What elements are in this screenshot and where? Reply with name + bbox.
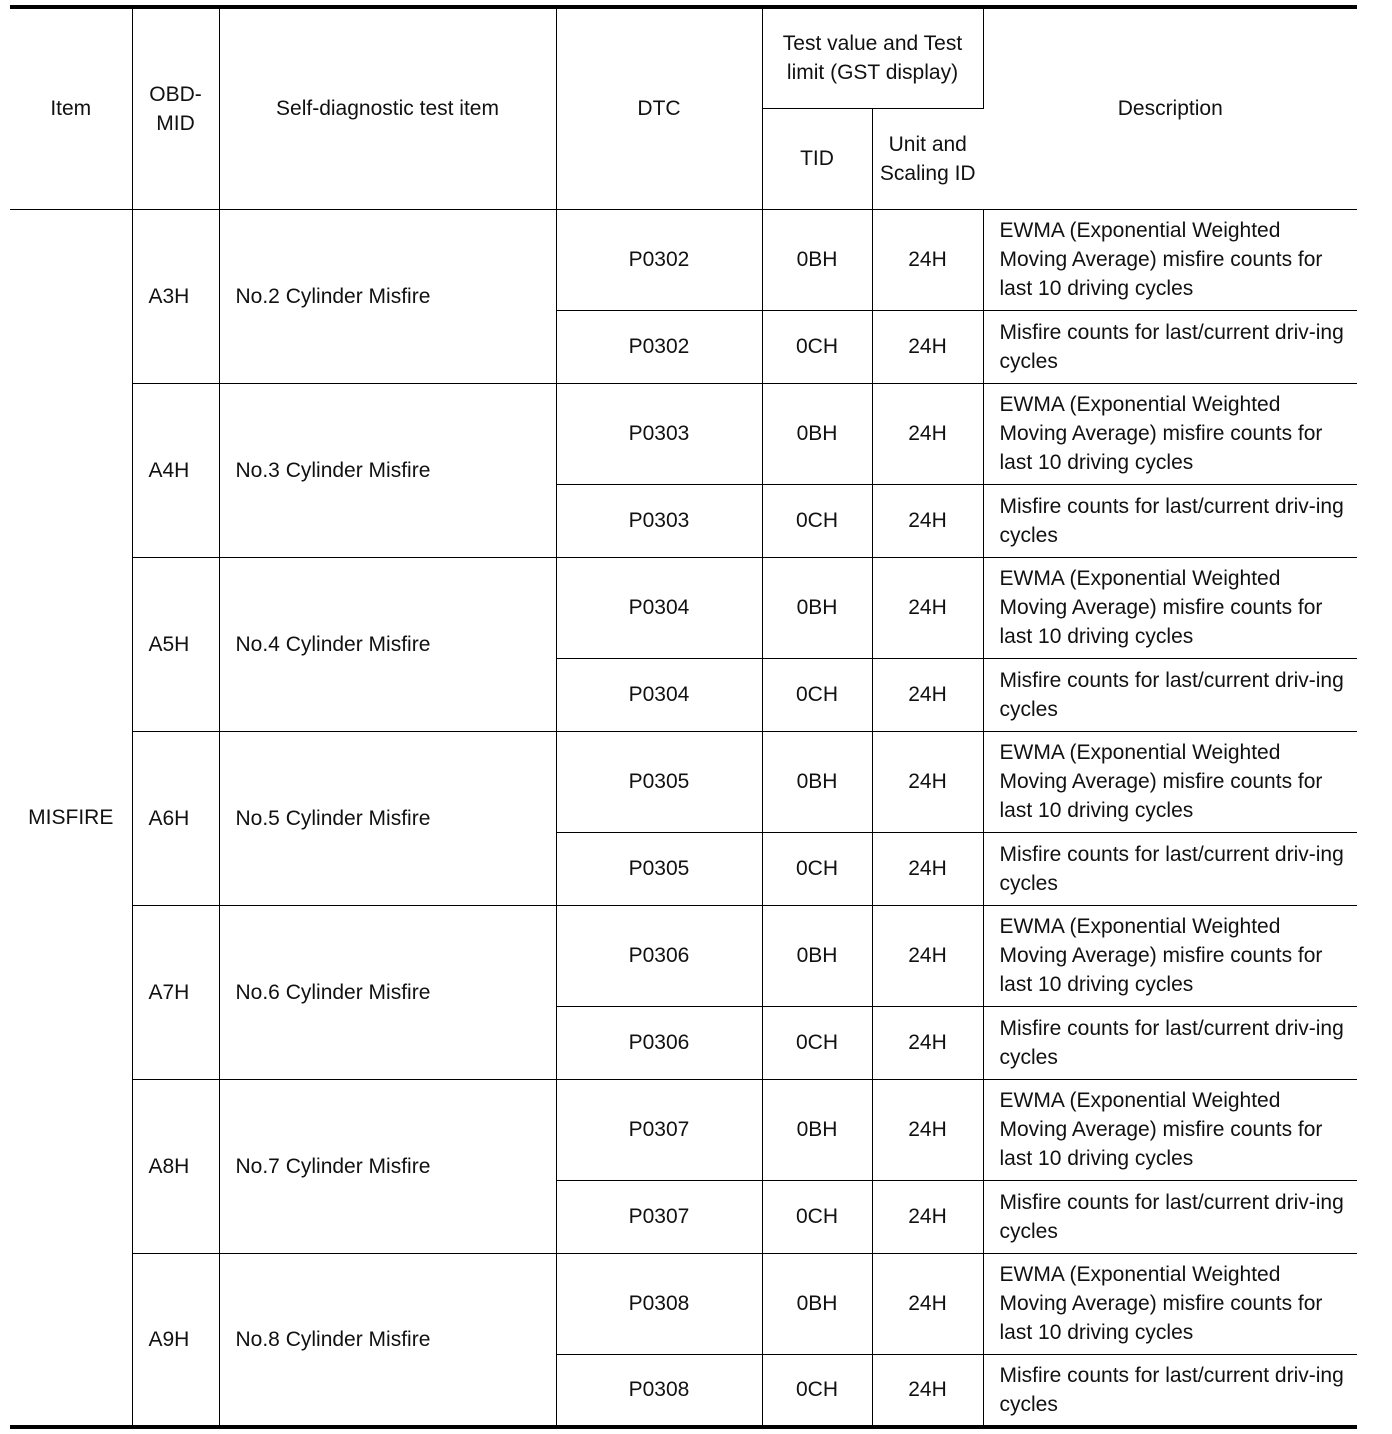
dtc-cell: P0306 xyxy=(556,1006,762,1079)
table-row xyxy=(10,1079,1357,1180)
description-cell: Misfire counts for last/current driv-ing cycles xyxy=(983,1006,1357,1079)
unit-scaling-cell: 24H xyxy=(872,905,983,1006)
obd-misfire-table xyxy=(10,5,1357,1429)
header-dtc: DTC xyxy=(556,7,762,209)
unit-scaling-cell: 24H xyxy=(872,1253,983,1354)
obd-mid-cell: A4H xyxy=(132,383,219,557)
tid-cell: 0CH xyxy=(762,832,872,905)
description-cell: Misfire counts for last/current driv-ing cycles xyxy=(983,832,1357,905)
tid-cell: 0BH xyxy=(762,557,872,658)
dtc-cell: P0307 xyxy=(556,1180,762,1253)
obd-mid-cell: A3H xyxy=(132,209,219,383)
dtc-cell: P0308 xyxy=(556,1354,762,1427)
tid-cell: 0BH xyxy=(762,905,872,1006)
header-item: Item xyxy=(10,7,132,209)
test-item-cell: No.8 Cylinder Misfire xyxy=(219,1253,556,1427)
dtc-cell: P0303 xyxy=(556,484,762,557)
test-item-cell: No.4 Cylinder Misfire xyxy=(219,557,556,731)
table-row xyxy=(10,1253,1357,1354)
misfire-table-container xyxy=(10,5,1357,1429)
dtc-cell: P0304 xyxy=(556,658,762,731)
dtc-cell: P0305 xyxy=(556,832,762,905)
tid-cell: 0CH xyxy=(762,1006,872,1079)
test-item-cell: No.2 Cylinder Misfire xyxy=(219,209,556,383)
dtc-cell: P0302 xyxy=(556,310,762,383)
table-row xyxy=(10,209,1357,310)
dtc-cell: P0305 xyxy=(556,731,762,832)
tid-cell: 0BH xyxy=(762,1079,872,1180)
description-cell: EWMA (Exponential Weighted Moving Average) misfire counts for last 10 driving cycles xyxy=(983,557,1357,658)
obd-mid-cell: A6H xyxy=(132,731,219,905)
tid-cell: 0BH xyxy=(762,209,872,310)
table-row xyxy=(10,383,1357,484)
unit-scaling-cell: 24H xyxy=(872,832,983,905)
table-row xyxy=(10,557,1357,658)
header-test-value-group: Test value and Test limit (GST display) xyxy=(762,7,983,108)
description-cell: EWMA (Exponential Weighted Moving Average) misfire counts for last 10 driving cycles xyxy=(983,209,1357,310)
tid-cell: 0CH xyxy=(762,484,872,557)
dtc-cell: P0304 xyxy=(556,557,762,658)
dtc-cell: P0308 xyxy=(556,1253,762,1354)
tid-cell: 0CH xyxy=(762,658,872,731)
obd-mid-cell: A5H xyxy=(132,557,219,731)
unit-scaling-cell: 24H xyxy=(872,310,983,383)
unit-scaling-cell: 24H xyxy=(872,1354,983,1427)
dtc-cell: P0302 xyxy=(556,209,762,310)
test-item-cell: No.5 Cylinder Misfire xyxy=(219,731,556,905)
test-item-cell: No.3 Cylinder Misfire xyxy=(219,383,556,557)
table-row xyxy=(10,905,1357,1006)
unit-scaling-cell: 24H xyxy=(872,731,983,832)
tid-cell: 0BH xyxy=(762,383,872,484)
tid-cell: 0CH xyxy=(762,1354,872,1427)
test-item-cell: No.6 Cylinder Misfire xyxy=(219,905,556,1079)
description-cell: Misfire counts for last/current driv-ing cycles xyxy=(983,1180,1357,1253)
header-self-diagnostic-test-item: Self-diagnostic test item xyxy=(219,7,556,209)
unit-scaling-cell: 24H xyxy=(872,658,983,731)
description-cell: Misfire counts for last/current driv-ing cycles xyxy=(983,658,1357,731)
obd-mid-cell: A8H xyxy=(132,1079,219,1253)
dtc-cell: P0307 xyxy=(556,1079,762,1180)
header-description: Description xyxy=(983,7,1357,209)
description-cell: Misfire counts for last/current driv-ing cycles xyxy=(983,1354,1357,1427)
description-cell: Misfire counts for last/current driv-ing cycles xyxy=(983,310,1357,383)
header-unit-scaling-id: Unit and Scaling ID xyxy=(872,108,983,209)
header-tid: TID xyxy=(762,108,872,209)
table-body xyxy=(10,209,1357,1427)
unit-scaling-cell: 24H xyxy=(872,1180,983,1253)
description-cell: EWMA (Exponential Weighted Moving Average) misfire counts for last 10 driving cycles xyxy=(983,1253,1357,1354)
header-obd-mid: OBD-MID xyxy=(132,7,219,209)
unit-scaling-cell: 24H xyxy=(872,484,983,557)
test-item-cell: No.7 Cylinder Misfire xyxy=(219,1079,556,1253)
description-cell: EWMA (Exponential Weighted Moving Average) misfire counts for last 10 driving cycles xyxy=(983,731,1357,832)
table-header xyxy=(10,7,1357,209)
unit-scaling-cell: 24H xyxy=(872,209,983,310)
dtc-cell: P0306 xyxy=(556,905,762,1006)
unit-scaling-cell: 24H xyxy=(872,1006,983,1079)
obd-mid-cell: A9H xyxy=(132,1253,219,1427)
table-row xyxy=(10,731,1357,832)
obd-mid-cell: A7H xyxy=(132,905,219,1079)
description-cell: EWMA (Exponential Weighted Moving Average) misfire counts for last 10 driving cycles xyxy=(983,1079,1357,1180)
tid-cell: 0BH xyxy=(762,1253,872,1354)
tid-cell: 0CH xyxy=(762,1180,872,1253)
unit-scaling-cell: 24H xyxy=(872,557,983,658)
tid-cell: 0CH xyxy=(762,310,872,383)
unit-scaling-cell: 24H xyxy=(872,1079,983,1180)
unit-scaling-cell: 24H xyxy=(872,383,983,484)
item-cell: MISFIRE xyxy=(10,209,132,1427)
tid-cell: 0BH xyxy=(762,731,872,832)
description-cell: Misfire counts for last/current driv-ing cycles xyxy=(983,484,1357,557)
description-cell: EWMA (Exponential Weighted Moving Average) misfire counts for last 10 driving cycles xyxy=(983,905,1357,1006)
description-cell: EWMA (Exponential Weighted Moving Average) misfire counts for last 10 driving cycles xyxy=(983,383,1357,484)
dtc-cell: P0303 xyxy=(556,383,762,484)
